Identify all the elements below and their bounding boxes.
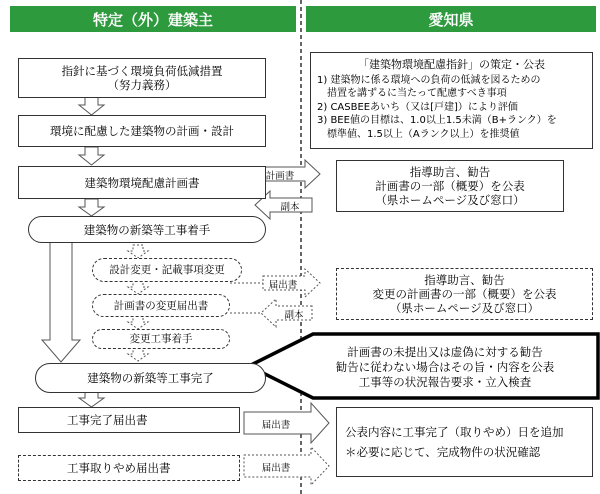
header-left: 特定（外）建築主 bbox=[10, 6, 296, 32]
complete-box: 建築物の新築等工事完了 bbox=[35, 363, 266, 393]
publish-box bbox=[336, 160, 564, 212]
start-box: 建築物の新築等工事着手 bbox=[28, 216, 266, 243]
final-line-1: 公表内容に工事完了（取りやめ）日を追加 bbox=[345, 425, 564, 439]
cancel-report-box: 工事取りやめ届出書 bbox=[18, 455, 240, 481]
down-arrow-complete bbox=[79, 392, 104, 407]
publish-change-line-2: 変更の計画書の一部（概要）を公表 bbox=[372, 287, 557, 301]
dashed-arrow-1 bbox=[128, 245, 148, 258]
enforce-line-1: 計画書の未提出又は虚偽に対する勧告 bbox=[347, 344, 543, 359]
publish-line-3: （県ホームページ及び窓口） bbox=[375, 193, 525, 207]
down-arrow-2 bbox=[79, 147, 104, 165]
long-down-arrow bbox=[42, 242, 80, 362]
enforce-line-2: 勧告に従わない場合はその旨・内容を公表 bbox=[335, 359, 555, 374]
guideline-strategy-title: 「建築物環境配慮指針」の策定・公表 bbox=[358, 58, 545, 71]
publish-change-box bbox=[336, 268, 593, 320]
complete-report-box: 工事完了届出書 bbox=[18, 407, 240, 433]
enforce-line-3: 工事等の状況報告要求・立入検査 bbox=[358, 374, 532, 389]
publish-change-line-3: （県ホームページ及び窓口） bbox=[389, 301, 540, 315]
dashed-arrow-3 bbox=[128, 316, 148, 329]
guideline-item-2: 2) CASBEEあいち（又は[戸建]）により評価 bbox=[317, 101, 518, 113]
plan-submit-label: 計画書 bbox=[265, 171, 295, 182]
final-box bbox=[336, 407, 593, 477]
guideline-item-1b: 措置を講ずるに当たって配慮すべき事項 bbox=[317, 88, 507, 99]
guideline-item-1a: 1) 建築物に係る環境への負荷の低減を図るための bbox=[317, 74, 541, 86]
publish-line-2: 計画書の一部（概要）を公表 bbox=[375, 179, 525, 193]
down-arrow-3 bbox=[79, 199, 104, 216]
final-line-2: ＊必要に応じて、完成物件の状況確認 bbox=[345, 445, 541, 459]
dashed-arrow-4 bbox=[128, 348, 148, 361]
down-arrow-1 bbox=[79, 97, 104, 115]
change-copy-label: 副本 bbox=[284, 310, 304, 321]
guideline-item-3b: 標準値、1.5以上（Aランク以上）を推奨値 bbox=[317, 128, 520, 140]
header-right: 愛知県 bbox=[306, 6, 596, 32]
cancel-submit-label: 届出書 bbox=[261, 463, 291, 474]
design-box: 環境に配慮した建築物の計画・設計 bbox=[18, 115, 266, 147]
enforce-text bbox=[300, 341, 590, 393]
guideline-strategy-box bbox=[310, 52, 593, 149]
plan-copy-label: 副本 bbox=[280, 202, 300, 213]
guideline-line-2: （努力義務） bbox=[107, 78, 177, 92]
change-design-box: 設計変更・記載事項変更 bbox=[92, 258, 242, 282]
change-start-box: 変更工事着手 bbox=[92, 329, 230, 349]
guideline-line-1: 指針に基づく環境負荷低減措置 bbox=[61, 64, 223, 78]
guideline-box bbox=[18, 58, 266, 98]
publish-line-1: 指導助言、勧告 bbox=[409, 165, 491, 179]
change-report-box: 計画書の変更届出書 bbox=[92, 294, 230, 317]
publish-change-line-1: 指導助言、勧告 bbox=[424, 273, 505, 287]
complete-submit-label: 届出書 bbox=[261, 420, 291, 431]
guideline-item-3a: 3) BEE値の目標は、1.0以上1.5未満（B+ランク）を bbox=[317, 115, 557, 126]
dashed-arrow-2 bbox=[128, 281, 148, 294]
plan-box: 建築物環境配慮計画書 bbox=[18, 166, 266, 199]
change-submit-label: 届出書 bbox=[268, 280, 298, 291]
